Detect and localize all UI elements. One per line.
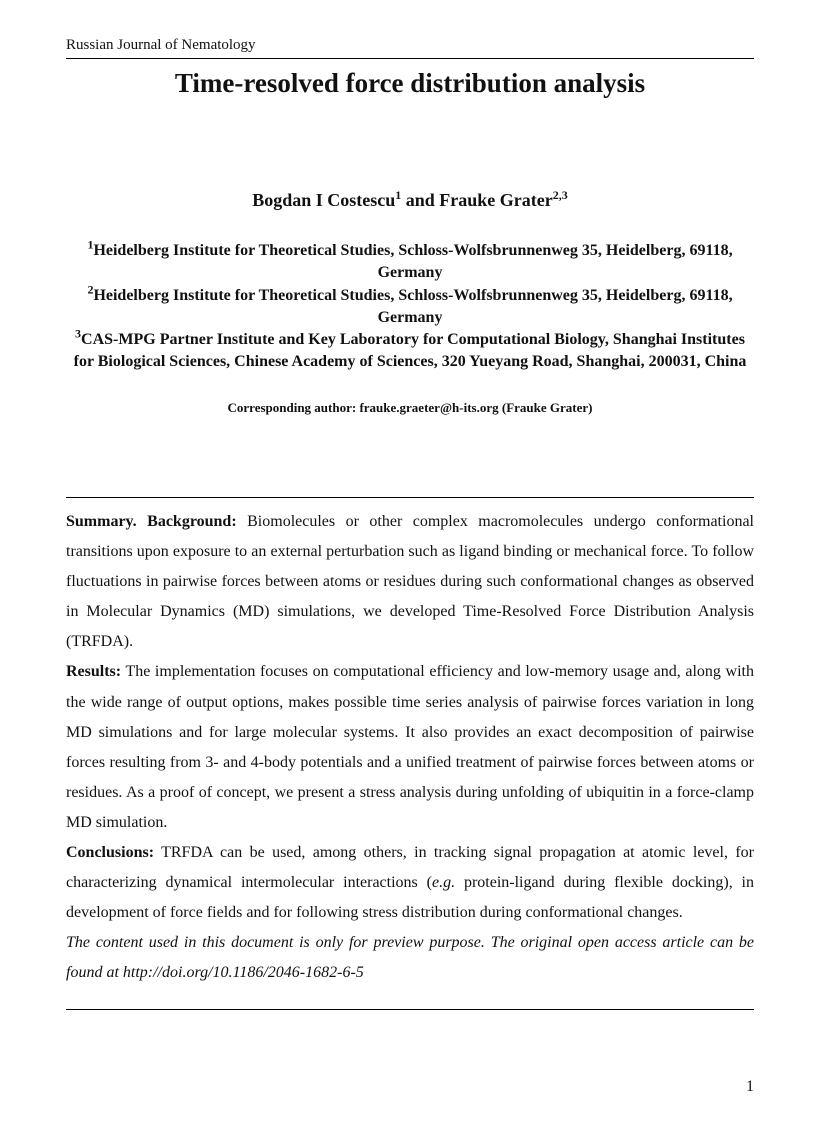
corresponding-label: Corresponding author: <box>227 400 360 415</box>
author-affil-marker: 2,3 <box>552 188 568 202</box>
affiliation-text: Heidelberg Institute for Theoretical Studies, Schloss-Wolfsbrunnenweg 35, Heidelberg, 69118, Germany <box>93 286 733 326</box>
conclusions-eg: e.g. <box>431 874 456 892</box>
author-name: Frauke Grater <box>439 190 553 210</box>
abstract-results <box>66 657 754 838</box>
author-list <box>66 190 754 211</box>
author-affil-marker: 1 <box>395 188 402 202</box>
affiliation <box>66 282 754 330</box>
author-conjunction: and <box>401 190 440 210</box>
author-name: Bogdan I Costescu <box>252 190 396 210</box>
affiliation-marker: 3 <box>75 326 82 341</box>
preview-note: The content used in this document is only for preview purpose. The original open access article can be found at http://doi.org/10.1186/2046-1682-6-5 <box>66 934 754 982</box>
abstract <box>66 507 754 989</box>
affiliation-marker: 2 <box>87 282 94 297</box>
affiliation-text: CAS-MPG Partner Institute and Key Laboratory for Computational Biology, Shanghai Institutes for Biological Sciences, Chinese Academy of Sciences, 320 Yueyang Road, Shanghai, 200031, China <box>73 331 747 371</box>
journal-name: Russian Journal of Nematology <box>66 37 256 53</box>
conclusions-heading: Conclusions: <box>66 844 155 862</box>
corresponding-email[interactable]: frauke.graeter@h-its.org <box>359 400 499 415</box>
corresponding-author <box>66 400 754 416</box>
results-heading: Results: <box>66 663 122 681</box>
page-number: 1 <box>746 1078 754 1095</box>
corresponding-name: (Frauke Grater) <box>498 400 593 415</box>
affiliation-text: Heidelberg Institute for Theoretical Studies, Schloss-Wolfsbrunnenweg 35, Heidelberg, 69118, Germany <box>93 242 733 282</box>
abstract-conclusions <box>66 838 754 928</box>
abstract-top-rule <box>66 497 754 498</box>
abstract-summary <box>66 507 754 657</box>
conclusions-text: TRFDA can be used, among others, in tracking signal propagation at atomic level, for characterizing dynamical intermolecular interactions ( <box>66 844 754 892</box>
header-rule <box>66 58 754 59</box>
paper-title: Time-resolved force distribution analysis <box>174 68 646 98</box>
abstract-bottom-rule <box>66 1009 754 1010</box>
affiliation-marker: 1 <box>87 237 94 252</box>
summary-text: Biomolecules or other complex macromolecules undergo conformational transitions upon exposure to an external perturbation such as ligand binding or mechanical force. To follow fluctuations in pairwise forces between atoms or residues during such conformational changes as observed in Molecular Dynamics (MD) simulations, we developed Time-Resolved Force Distribution Analysis (TRFDA). <box>66 513 754 651</box>
affiliation <box>66 237 754 285</box>
affiliation <box>66 326 754 374</box>
summary-heading: Summary. Background: <box>66 513 237 530</box>
affiliation-list <box>66 237 754 374</box>
conclusions-text: protein-ligand during flexible docking), in development of force fields and for following stress distribution during conformational changes. <box>66 874 755 922</box>
results-text: The implementation focuses on computational efficiency and low-memory usage and, along with the wide range of output options, makes possible time series analysis of pairwise forces variation in long MD simulations and for large molecular systems. It also provides an exact decomposition of pairwise forces resulting from 3- and 4-body potentials and a unified treatment of pairwise forces between atoms or residues. As a proof of concept, we present a stress analysis during unfolding of ubiquitin in a force-clamp MD simulation. <box>66 663 754 831</box>
